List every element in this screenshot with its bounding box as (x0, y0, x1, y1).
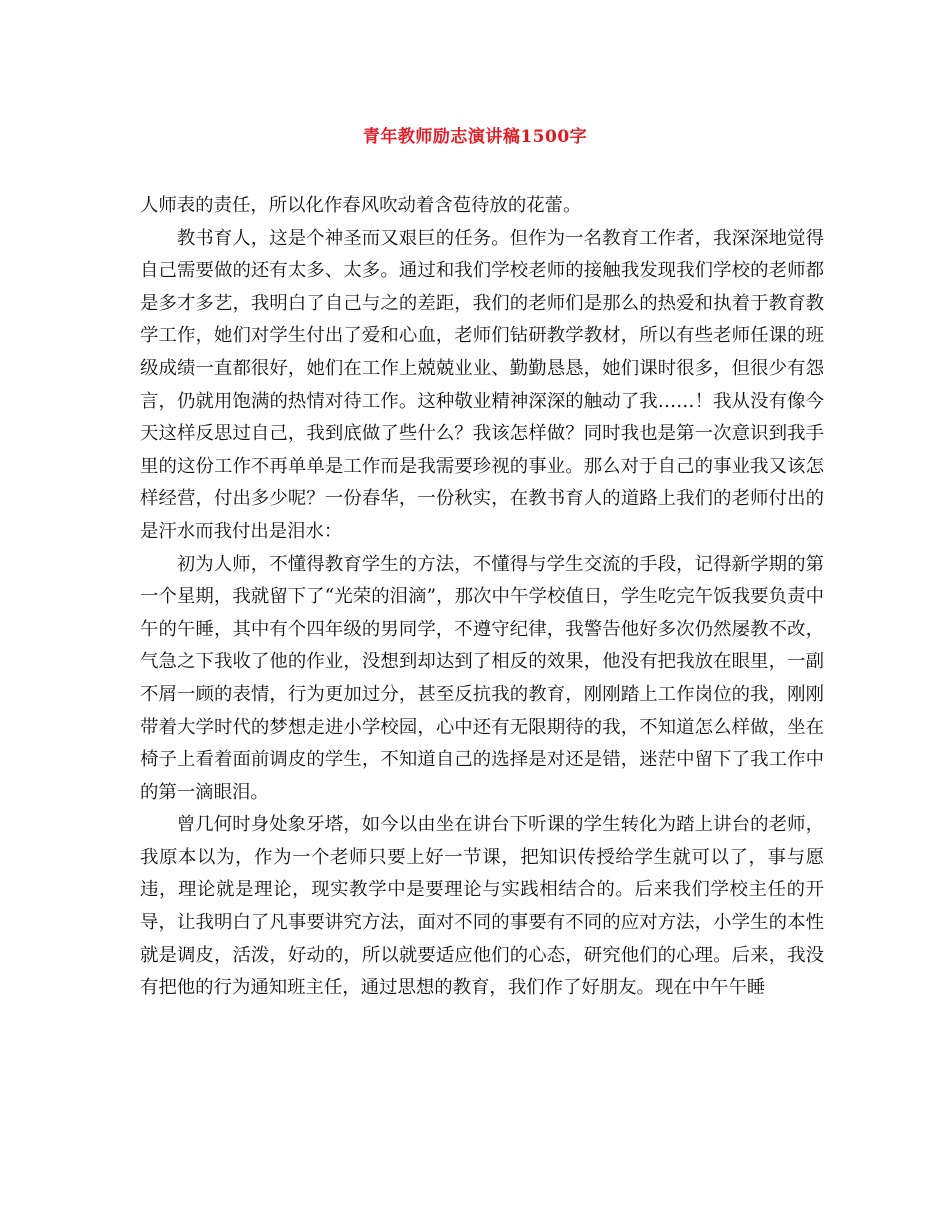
paragraph: 初为人师，不懂得教育学生的方法，不懂得与学生交流的手段，记得新学期的第一个星期，我就留下了“光荣的泪滴”，那次中午学校值日，学生吃完午饭我要负责中午的午睡，其中有个四年级的男同学，不遵守纪律，我警告他好多次仍然屡教不改，气急之下我收了他的作业，没想到却达到了相反的效果，他没有把我放在眼里，一副不屑一顾的表情，行为更加过分，甚至反抗我的教育，刚刚踏上工作岗位的我，刚刚带着大学时代的梦想走进小学校园，心中还有无限期待的我，不知道怎么样做，坐在椅子上看着面前调皮的学生，不知道自己的选择是对还是错，迷茫中留下了我工作中的第一滴眼泪。 (140, 553, 824, 803)
document-title: 青年教师励志演讲稿1500字 (362, 127, 588, 147)
paragraph: 教书育人，这是个神圣而又艰巨的任务。但作为一名教育工作者，我深深地觉得自己需要做的还有太多、太多。通过和我们学校老师的接触我发现我们学校的老师都是多才多艺，我明白了自己与之的差距，我们的老师们是那么的热爱和执着于教育教学工作，她们对学生付出了爱和心血，老师们钻研教学教材，所以有些老师任课的班级成绩一直都很好，她们在工作上兢兢业业、勤勤恳恳，她们课时很多，但很少有怨言，仍就用饱满的热情对待工作。这种敬业精神深深的触动了我……！我从没有像今天这样反思过自己，我到底做了些什么？我该怎样做？同时我也是第一次意识到我手里的这份工作不再单单是工作而是我需要珍视的事业。那么对于自己的事业我又该怎样经营，付出多少呢？一份春华，一份秋实，在教书育人的道路上我们的老师付出的是汗水而我付出是泪水： (140, 227, 824, 542)
paragraph: 曾几何时身处象牙塔，如今以由坐在讲台下听课的学生转化为踏上讲台的老师，我原本以为，作为一个老师只要上好一节课，把知识传授给学生就可以了，事与愿违，理论就是理论，现实教学中是要理论与实践相结合的。后来我们学校主任的开导，让我明白了凡事要讲究方法，面对不同的事要有不同的应对方法，小学生的本性就是调皮，活泼，好动的，所以就要适应他们的心态，研究他们的心理。后来，我没有把他的行为通知班主任，通过思想的教育，我们作了好朋友。现在中午午睡 (140, 814, 824, 999)
document-body (140, 190, 824, 1005)
paragraph-continuation: 人师表的责任，所以化作春风吹动着含苞待放的花蕾。 (140, 195, 582, 216)
